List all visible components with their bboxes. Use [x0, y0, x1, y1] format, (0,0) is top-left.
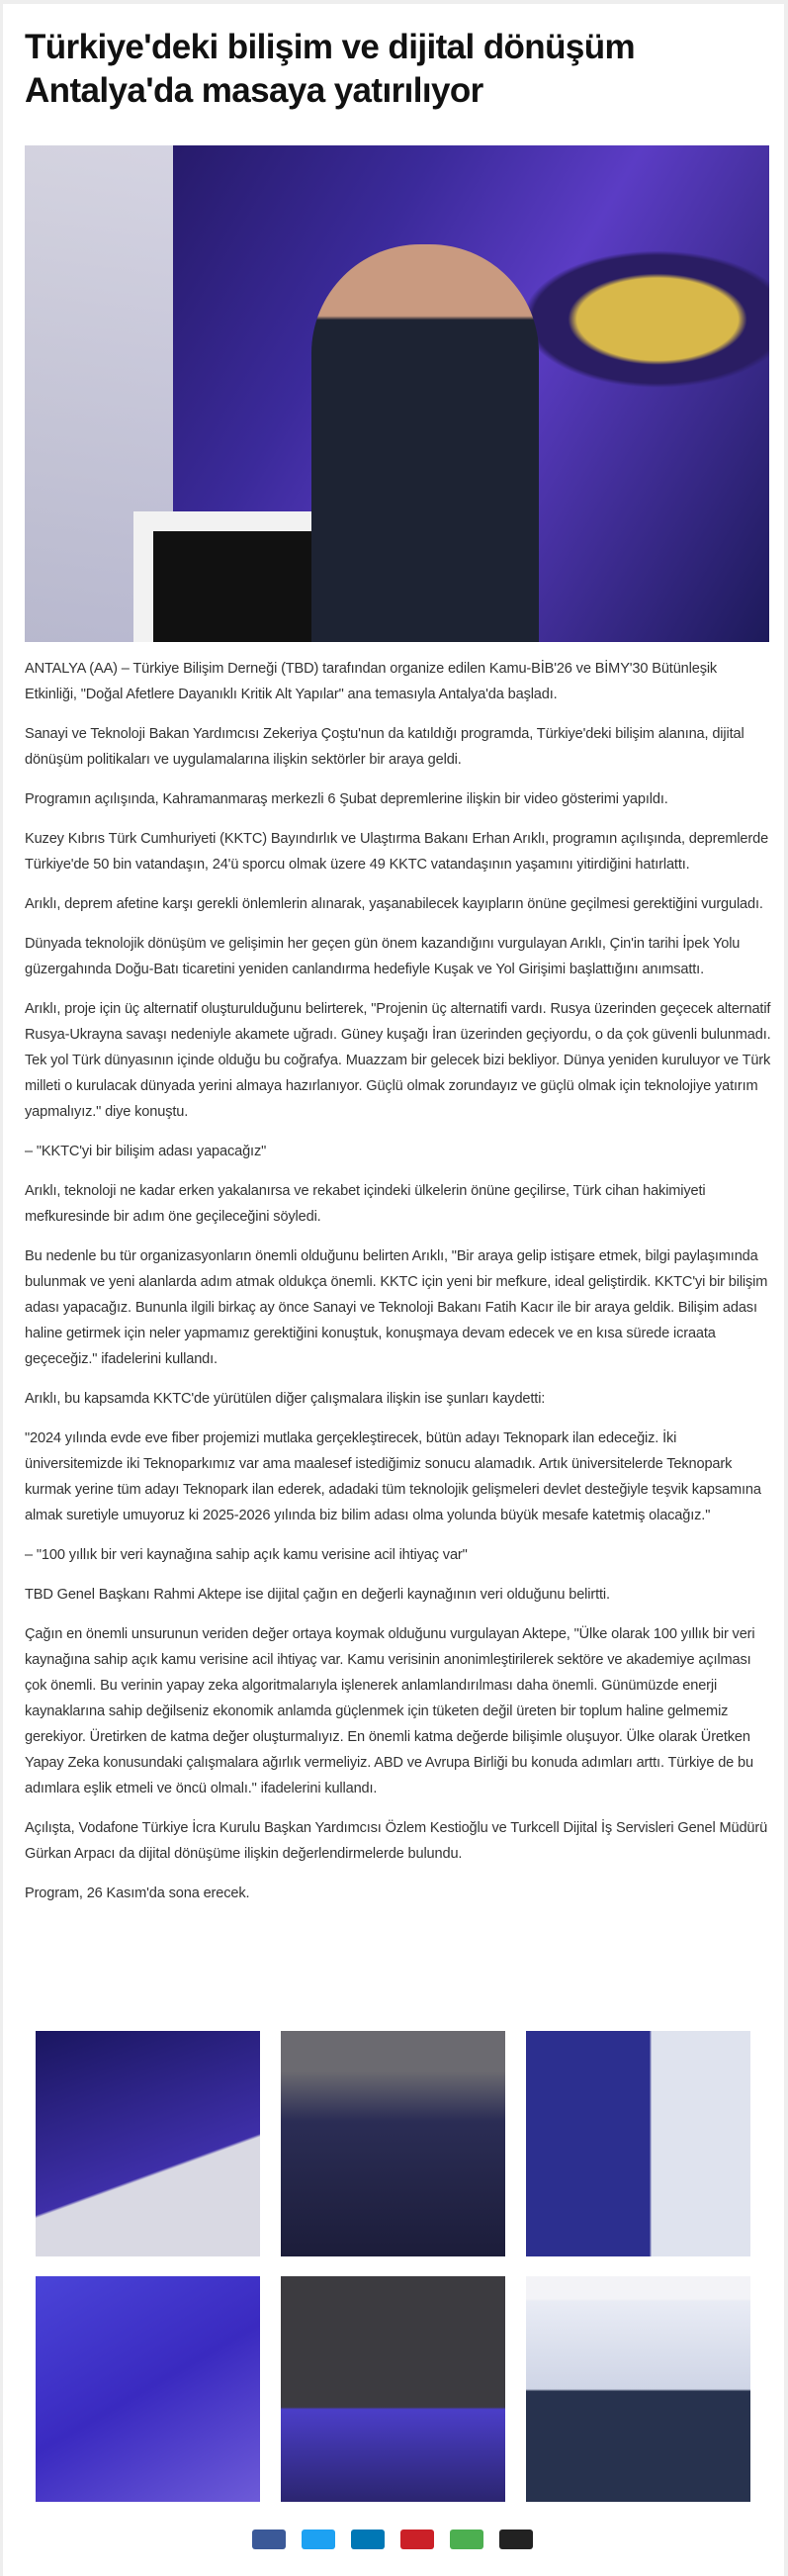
article-paragraph: Bu nedenle bu tür organizasyonların önemli olduğunu belirten Arıklı, "Bir araya gelip istişare etmek, bilgi paylaşımında bulunmak ve yeni alanlarda adım atmak oldukça önemli. KKTC için yeni bir mefkure, ideal geliştirdik. KKTC'yi bir bilişim adası yapacağız. Bununla ilgili birkaç ay önce Sanayi ve Teknoloji Bakanı Fatih Kacır ile bir araya geldik. Bilişim adası haline getirmek için neler yapmamız gerektiğini konuştuk, konuşmaya devam edecek ve en kısa sürede icraata geçeceğiz." ifadelerini kullandı. — [25, 1248, 768, 1367]
article-paragraph: – "100 yıllık bir veri kaynağına sahip açık kamu verisine acil ihtiyaç var" — [25, 1547, 468, 1563]
article-title: Türkiye'deki bilişim ve dijital dönüşüm Antalya'da masaya yatırılıyor — [25, 28, 636, 110]
article-paragraph: Çağın en önemli unsurunun veriden değer ortaya koymak olduğunu vurgulayan Aktepe, "Ülke olarak 100 yıllık bir veri kaynağına sahip açık kamu verisine acil ihtiyaç var. Kamu verisinin anonimleştirilerek sektöre ve akademiye açılması çok önemli. Bu verinin yapay zeka algoritmalarıyla işlenerek anlamlandırılması daha önemli. Günümüzde enerji kaynaklarına sahip değilseniz ekonomik anlamda güçlenmek için tüketen değil üreten bir toplum haline gelmemiz gerekiyor. Üretirken de katma değer oluşturmalıyız. En önemli katma değerde bilişimle oluşuyor. Ülke olarak Üretken Yapay Zeka konusundaki çalışmalara ağırlık vermeliyiz. ABD ve Avrupa Birliği bu konuda adımları arttı. Türkiye de bu adımlara eşlik etmeli ve öncü olmalı." ifadelerini kullandı. — [25, 1626, 755, 1796]
x-share-button[interactable] — [499, 2530, 533, 2549]
gallery-image[interactable] — [281, 2031, 505, 2256]
article-paragraph: Program, 26 Kasım'da sona erecek. — [25, 1886, 250, 1901]
article-card — [3, 4, 784, 2576]
article-paragraph: TBD Genel Başkanı Rahmi Aktepe ise dijital çağın en değerli kaynağının veri olduğunu belirtti. — [25, 1587, 610, 1603]
share-bar — [252, 2530, 533, 2549]
article-paragraph: ANTALYA (AA) – Türkiye Bilişim Derneği (TBD) tarafından organize edilen Kamu-BİB'26 ve BİMY'30 Bütünleşik Etkinliği, "Doğal Afetlere Dayanıklı Kritik Alt Yapılar" ana temasıyla Antalya'da başladı. — [25, 661, 718, 702]
article-paragraph: – "KKTC'yi bir bilişim adası yapacağız" — [25, 1144, 267, 1159]
gallery-image[interactable] — [36, 2276, 260, 2502]
speaker — [311, 244, 539, 642]
article-paragraph: Programın açılışında, Kahramanmaraş merkezli 6 Şubat depremlerine ilişkin bir video gösterimi yapıldı. — [25, 791, 668, 807]
photo-gallery — [36, 2031, 751, 2502]
hero-image[interactable] — [25, 145, 769, 642]
article-paragraph: Arıklı, deprem afetine karşı gerekli önlemlerin alınarak, yaşanabilecek kayıpların önüne geçilmesi gerektiğini vurguladı. — [25, 896, 763, 912]
pinterest-share-button[interactable] — [400, 2530, 434, 2549]
linkedin-share-button[interactable] — [351, 2530, 385, 2549]
article-paragraph: Arıklı, teknoloji ne kadar erken yakalanırsa ve rekabet içindeki ülkelerin önüne geçilirse, Türk cihan hakimiyeti mefkuresinde bir adım öne geçileceğini söyledi. — [25, 1183, 706, 1225]
article-paragraph: Arıklı, bu kapsamda KKTC'de yürütülen diğer çalışmalara ilişkin ise şunları kaydetti: — [25, 1391, 546, 1407]
twitter-share-button[interactable] — [302, 2530, 335, 2549]
article-paragraph: Arıklı, proje için üç alternatif oluşturulduğunu belirterek, "Projenin üç alternatifi vardı. Rusya üzerinden geçecek alternatif Rusya-Ukrayna savaşı nedeniyle akamete uğradı. Güney kuşağı İran üzerinden geçiyordu, o da çok güvenli bulunmadı. Tek yol Türk dünyasının içinde olduğu bu coğrafya. Muazzam bir gelecek bizi bekliyor. Dünya yeniden kuruluyor ve Türk milleti o kurulacak dünyada yerini almaya hazırlanıyor. Güçlü olmak zorundayız ve güçlü olmak için teknolojiye yatırım yapmalıyız." diye konuştu. — [25, 1001, 771, 1120]
whatsapp-share-button[interactable] — [450, 2530, 483, 2549]
article-paragraph: Dünyada teknolojik dönüşüm ve gelişimin her geçen gün önem kazandığını vurgulayan Arıklı, Çin'in tarihi İpek Yolu güzergahında Doğu-Batı ticaretini yeniden canlandırma hedefiyle Kuşak ve Yol Girişimi başlattığını anımsattı. — [25, 936, 741, 977]
gallery-image[interactable] — [526, 2276, 750, 2502]
facebook-share-button[interactable] — [252, 2530, 286, 2549]
article-paragraph: Açılışta, Vodafone Türkiye İcra Kurulu Başkan Yardımcısı Özlem Kestioğlu ve Turkcell Dijital İş Servisleri Genel Müdürü Gürkan Arpacı da dijital dönüşüme ilişkin değerlendirmelerde bulundu. — [25, 1820, 768, 1862]
gallery-image[interactable] — [36, 2031, 260, 2256]
gallery-image[interactable] — [526, 2031, 750, 2256]
article-paragraph: Sanayi ve Teknoloji Bakan Yardımcısı Zekeriya Çoştu'nun da katıldığı programda, Türkiye'deki bilişim alanına, dijital dönüşüm politikaları ve uygulamalarına ilişkin sektörler bir araya geldi. — [25, 726, 744, 768]
article-paragraph: Kuzey Kıbrıs Türk Cumhuriyeti (KKTC) Bayındırlık ve Ulaştırma Bakanı Erhan Arıklı, programın açılışında, depremlerde Türkiye'de 50 bin vatandaşın, 24'ü sporcu olmak üzere 49 KKTC vatandaşının yaşamını yitirdiğini hatırlattı. — [25, 831, 769, 873]
article-paragraph: "2024 yılında evde eve fiber projemizi mutlaka gerçekleştirecek, bütün adayı Teknopark ilan edeceğiz. İki üniversitemizde iki Teknoparkımız var ama maalesef istediğimiz sonucu alamadık. Artık üniversitelerde Teknopark kurmak yerine tüm adayı Teknopark ilan ederek, adadaki tüm teknolojik gelişmeleri devlet desteğiyle teşvik kapsamına almak suretiyle umuyoruz ki 2025-2026 yılında biz bilim adası olma yolunda büyük mesafe katetmiş olacağız." — [25, 1430, 761, 1523]
article-body — [25, 656, 771, 1920]
gallery-image[interactable] — [281, 2276, 505, 2502]
